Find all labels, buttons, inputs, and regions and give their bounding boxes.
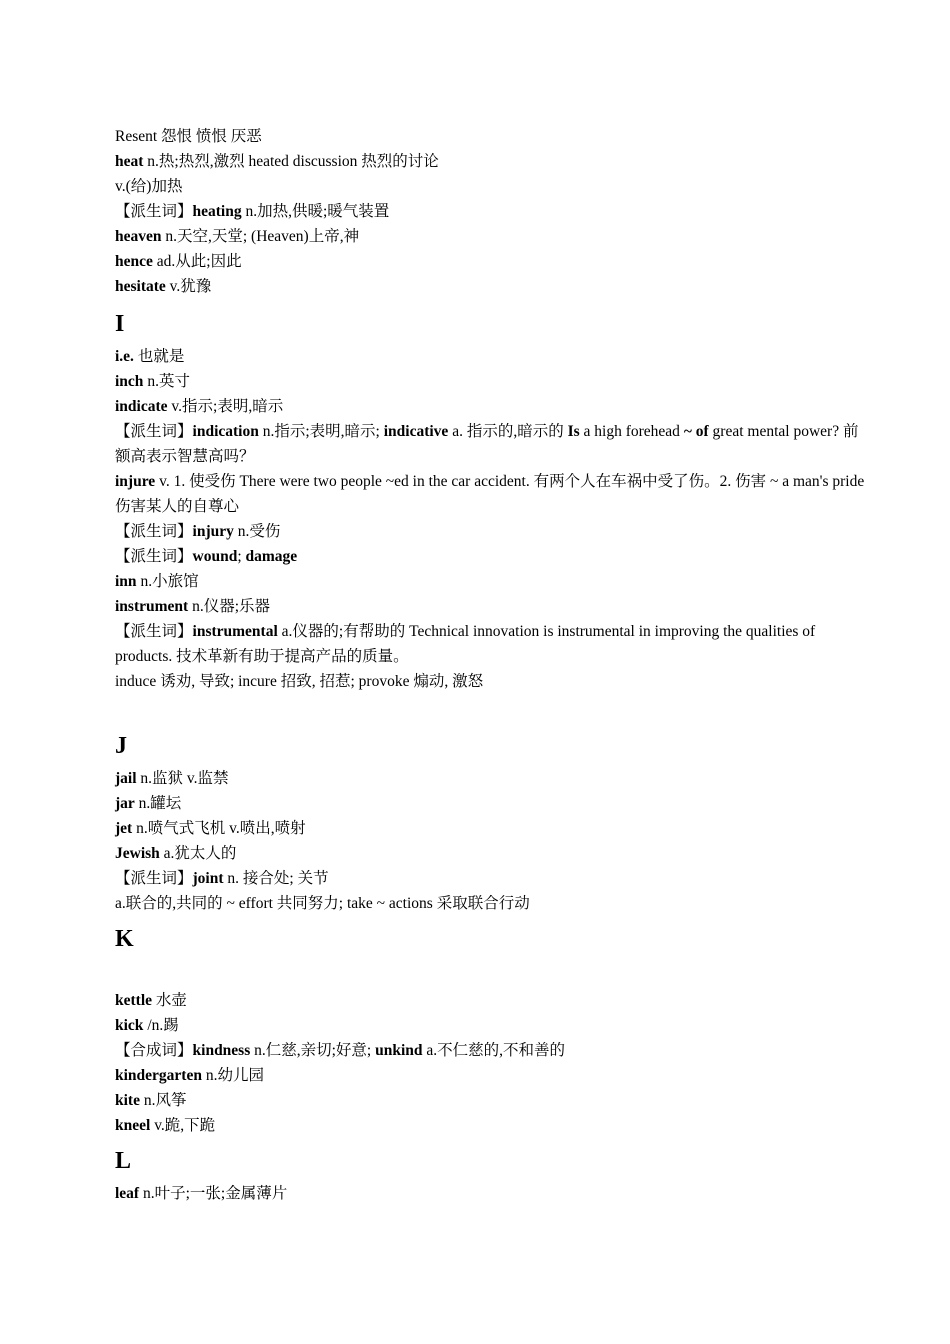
entry-kick: kick /n.踢 [115, 1017, 179, 1034]
entry-hence: hence ad.从此;因此 [115, 253, 242, 270]
entry-heat-verb: v.(给)加热 [115, 178, 183, 195]
entry-hesitate: hesitate v.犹豫 [115, 278, 212, 295]
entry-jet: jet n.喷气式飞机 v.喷出,喷射 [115, 820, 306, 837]
section-heading-k: K [115, 926, 134, 952]
entry-joint: 【派生词】joint n. 接合处; 关节 [115, 870, 329, 887]
entry-kindergarten: kindergarten n.幼儿园 [115, 1067, 264, 1084]
entry-resent: Resent 怨恨 愤恨 厌恶 [115, 128, 262, 145]
entry-ie: i.e. 也就是 [115, 348, 185, 365]
entry-indicate: indicate v.指示;表明,暗示 [115, 398, 284, 415]
entry-kneel: kneel v.跪,下跪 [115, 1117, 216, 1134]
entry-inn: inn n.小旅馆 [115, 573, 199, 590]
entry-indication: 【派生词】indication n.指示;表明,暗示; indicative a. 指示的,暗示的 Is a high forehead ~ of great mental power? 前额高表示智慧高吗？ [115, 423, 859, 465]
entry-injury: 【派生词】injury n.受伤 [115, 523, 281, 540]
entry-kindness: 【合成词】kindness n.仁慈,亲切;好意; unkind a.不仁慈的,不和善的 [115, 1042, 566, 1059]
entry-kite: kite n.风筝 [115, 1092, 187, 1109]
entry-kettle: kettle 水壶 [115, 992, 187, 1009]
entry-jewish: Jewish a.犹太人的 [115, 845, 237, 862]
entry-heaven: heaven n.天空,天堂; (Heaven)上帝,神 [115, 228, 360, 245]
section-heading-i: I [115, 311, 125, 337]
entry-heat: heat n.热;热烈,激烈 heated discussion 热烈的讨论 [115, 153, 439, 170]
entry-joint-adj: a.联合的,共同的 ~ effort 共同努力; take ~ actions 采取联合行动 [115, 895, 530, 912]
entry-instrumental: 【派生词】instrumental a.仪器的;有帮助的 Technical innovation is instrumental in improving the qualities of products. 技术革新有助于提高产品的质量。 [115, 623, 816, 665]
entry-injure: injure v. 1. 使受伤 There were two people ~ed in the car accident. 有两个人在车祸中受了伤。2. 伤害 ~ a man's pride 伤害某人的自尊心 [115, 473, 865, 515]
entry-wound: 【派生词】wound; damage [115, 548, 298, 565]
entry-leaf: leaf n.叶子;一张;金属薄片 [115, 1185, 288, 1202]
section-heading-j: J [115, 733, 127, 759]
entry-inch: inch n.英寸 [115, 373, 190, 390]
section-heading-l: L [115, 1148, 132, 1174]
entry-jar: jar n.罐坛 [115, 795, 182, 812]
entry-heating: 【派生词】heating n.加热,供暖;暖气装置 [115, 203, 390, 220]
document-page [115, 124, 865, 1206]
entry-instrument: instrument n.仪器;乐器 [115, 598, 271, 615]
entry-jail: jail n.监狱 v.监禁 [115, 770, 229, 787]
entry-induce: induce 诱劝, 导致; incure 招致, 招惹; provoke 煽动, 激怒 [115, 673, 484, 690]
